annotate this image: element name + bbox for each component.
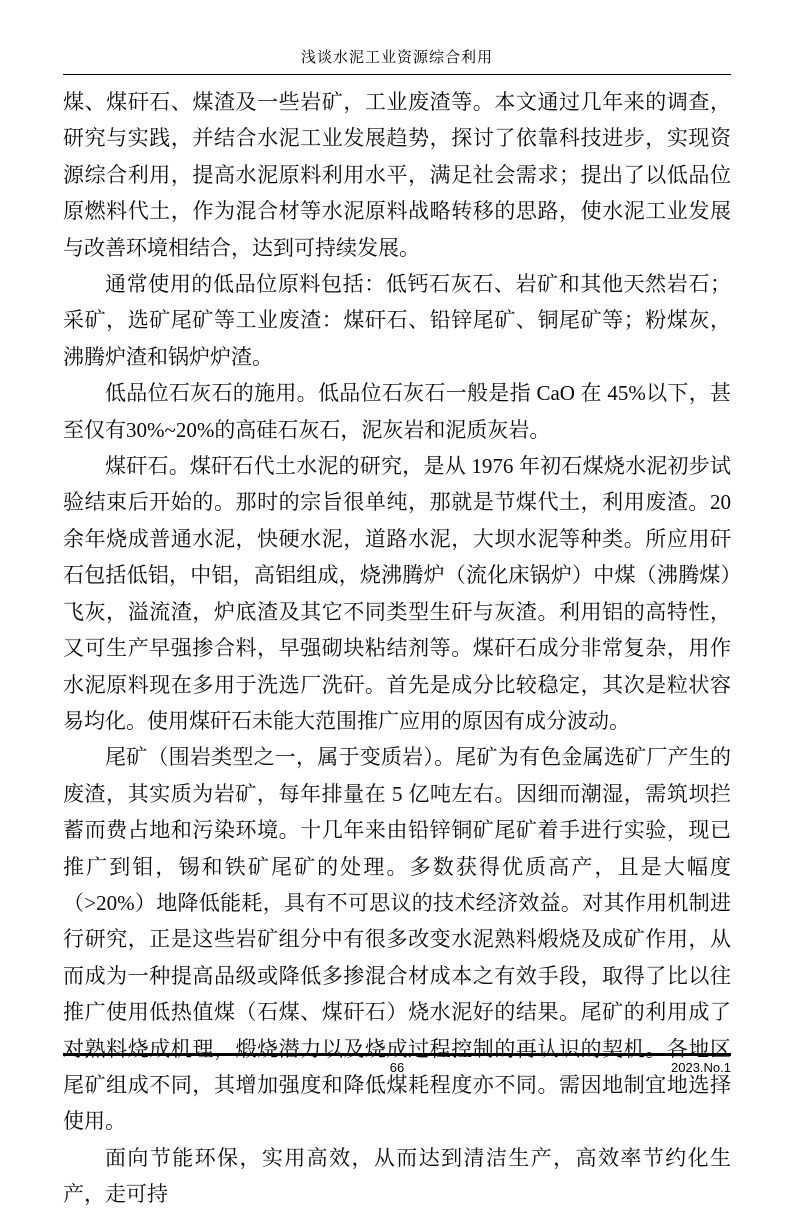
footer-line [63, 1058, 731, 1080]
issue-label: 2023.No.1 [671, 1060, 731, 1075]
body-paragraph: 通常使用的低品位原料包括：低钙石灰石、岩矿和其他天然岩石；采矿，选矿尾矿等工业废渣：煤矸石、铅锌尾矿、铜尾矿等；粉煤灰，沸腾炉渣和锅炉炉渣。 [63, 272, 731, 369]
body-paragraph: 煤、煤矸石、煤渣及一些岩矿，工业废渣等。本文通过几年来的调查，研究与实践，并结合水泥工业发展趋势，探讨了依靠科技进步，实现资源综合利用，提高水泥原料利用水平，满足社会需求；提出了以低品位原燃料代土，作为混合材等水泥原料战略转移的思路，使水泥工业发展与改善环境相结合，达到可持续发展。 [63, 90, 731, 260]
article-body [63, 84, 731, 1213]
body-paragraph: 尾矿（围岩类型之一，属于变质岩）。尾矿为有色金属选矿厂产生的废渣，其实质为岩矿，每年排量在 5 亿吨左右。因细而潮湿，需筑坝拦蓄而费占地和污染环境。十几年来由铅锌铜矿尾矿着手进行实验，现已推广到钼，锡和铁矿尾矿的处理。多数获得优质高产，且是大幅度（>20%）地降低能耗，具有不可思议的技术经济效益。对其作用机制进行研究，正是这些岩矿组分中有很多改变水泥熟料煅烧及成矿作用，从而成为一种提高品级或降低多掺混合材成本之有效手段，取得了比以往推广使用低热值煤（石煤、煤矸石）烧水泥好的结果。尾矿的利用成了对熟料烧成机理，煅烧潜力以及烧成过程控制的再认识的契机。各地区尾矿组成不同，其增加强度和降低煤耗程度亦不同。需因地制宜地选择使用。 [63, 745, 731, 1134]
page-content [63, 0, 731, 1213]
body-paragraph: 面向节能环保，实用高效，从而达到清洁生产，高效率节约化生产，走可持 [63, 1145, 731, 1207]
page-header-title: 浅谈水泥工业资源综合利用 [300, 50, 493, 66]
page-footer [63, 1053, 731, 1080]
body-paragraph: 煤矸石。煤矸石代土水泥的研究，是从 1976 年初石煤烧水泥初步试验结束后开始的。那时的宗旨很单纯，那就是节煤代土，利用废渣。20 余年烧成普通水泥，快硬水泥，道路水泥，大坝水泥等种类。所应用矸石包括低铝，中铝，高铝组成，烧沸腾炉（流化床锅炉）中煤（沸腾煤）飞灰，溢流渣，炉底渣及其它不同类型生矸与灰渣。利用铝的高特性，又可生产早强掺合料，早强砌块粘结剂等。煤矸石成分非常复杂，用作水泥原料现在多用于洗选厂洗矸。首先是成分比较稳定，其次是粒状容易均化。使用煤矸石未能大范围推广应用的原因有成分波动。 [63, 454, 731, 733]
page-header [63, 0, 731, 75]
header-rule [63, 74, 731, 75]
footer-rule [63, 1053, 731, 1056]
body-paragraph: 低品位石灰石的施用。低品位石灰石一般是指 CaO 在 45%以下，甚至仅有30%~20%的高硅石灰石，泥灰岩和泥质灰岩。 [63, 381, 731, 442]
page-number: 66 [389, 1060, 405, 1075]
